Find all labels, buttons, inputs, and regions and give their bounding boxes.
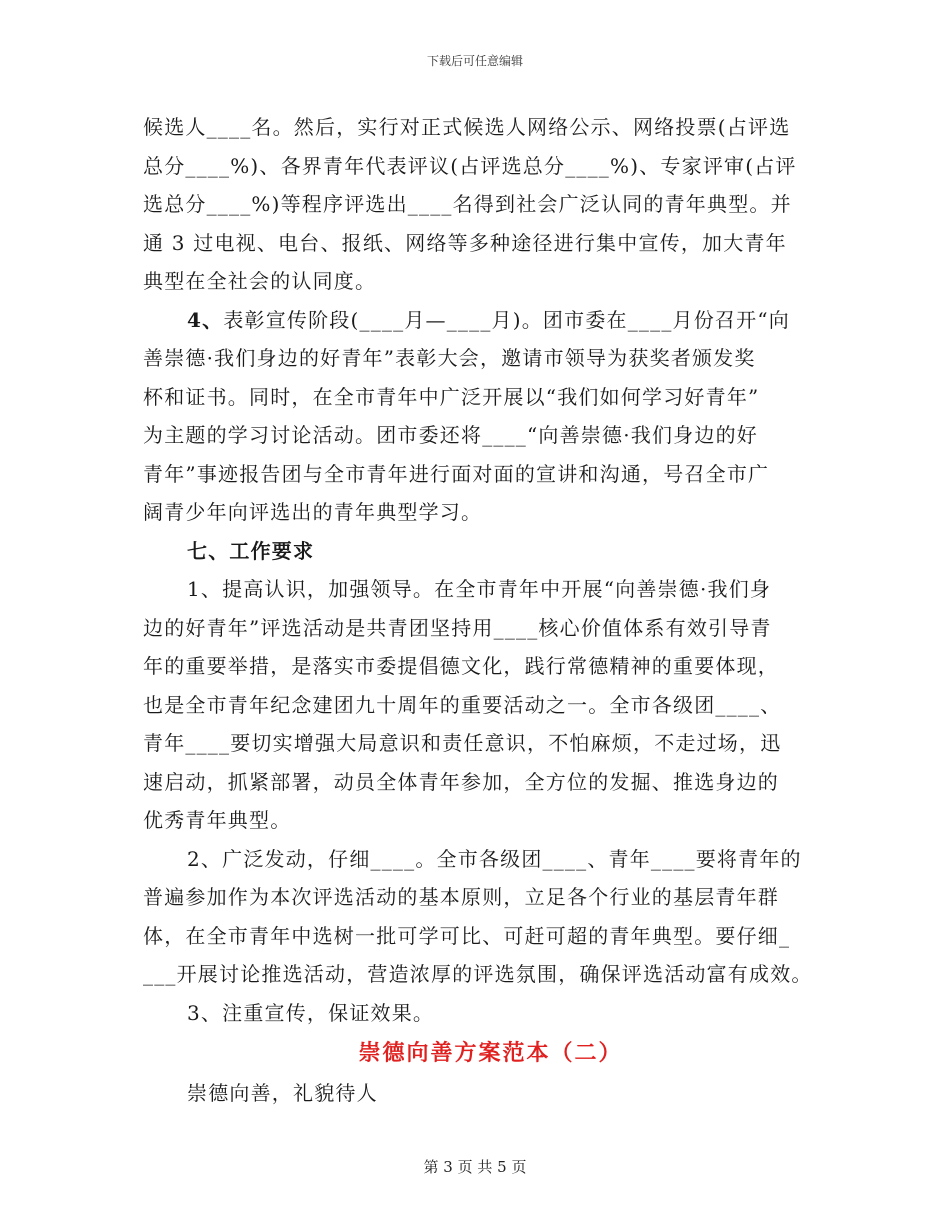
body-line: 青年”事迹报告团与全市青年进行面对面的宣讲和沟通，号召全市广	[143, 461, 770, 486]
body-line: ___开展讨论推选活动，营造浓厚的评选氛围，确保评选活动富有成效。	[143, 962, 813, 986]
body-line: 杯和证书。同时，在全市青年中广泛开展以“我们如何学习好青年”	[143, 384, 760, 409]
paragraph-requirement-1: 1、提高认识，加强领导。在全市青年中开展“向善崇德·我们身	[187, 577, 772, 601]
body-line: 普遍参加作为本次评选活动的基本原则，立足各个行业的基层青年群	[143, 885, 779, 909]
body-line: 体，在全市青年中选树一批可学可比、可赶可超的青年典型。要仔细_	[143, 923, 791, 948]
paragraph-requirement-2: 2、广泛发动，仔细____。全市各级团____、青年____要将青年的	[187, 846, 802, 871]
body-line: 年的重要举措，是落实市委提倡德文化，践行常德精神的重要体现，	[143, 654, 779, 678]
body-line: 候选人____名。然后，实行对正式候选人网络公示、网络投票(占评选	[143, 115, 791, 139]
body-line: 为主题的学习讨论活动。团市委还将____“向善崇德·我们身边的好	[143, 423, 758, 447]
body-line: 崇德向善，礼貌待人	[187, 1081, 378, 1105]
body-line: 优秀青年典型。	[143, 808, 292, 832]
document-title: 崇德向善方案范本（二）	[358, 1040, 623, 1066]
item-number: 4、	[187, 307, 224, 332]
body-line: 边的好青年”评选活动是共青团坚持用____核心价值体系有效引导青	[143, 615, 772, 640]
document-body	[143, 108, 818, 1113]
paragraph-requirement-3: 3、注重宣传，保证效果。	[187, 1000, 435, 1025]
body-line: 阔青少年向评选出的青年典型学习。	[143, 500, 483, 524]
section-heading: 七、工作要求	[187, 538, 315, 563]
body-text: 表彰宣传阶段(____月—____月)。团市委在____月份召开“向	[223, 307, 790, 332]
body-line: 也是全市青年纪念建团九十周年的重要活动之一。全市各级团____、	[143, 692, 782, 717]
body-line: 总分____%)、各界青年代表评议(占评选总分____%)、专家评审(占评	[143, 153, 797, 178]
body-line: 善崇德·我们身边的好青年”表彰大会，邀请市领导为获奖者颁发奖	[143, 346, 756, 370]
body-line: 速启动，抓紧部署，动员全体青年参加，全方位的发掘、推选身边的	[143, 769, 779, 794]
paragraph-stage-4	[143, 301, 818, 340]
body-line: 选总分____%)等程序评选出____名得到社会广泛认同的青年典型。并	[143, 192, 792, 216]
body-line: 典型在全社会的认同度。	[143, 269, 377, 293]
body-line: 通 3 过电视、电台、报纸、网络等多种途径进行集中宣传，加大青年	[143, 230, 787, 255]
page-footer: 第 3 页 共 5 页	[423, 1158, 527, 1176]
page-header: 下载后可任意编辑	[426, 54, 523, 68]
body-line: 青年____要切实增强大局意识和责任意识，不怕麻烦，不走过场，迅	[143, 731, 782, 755]
